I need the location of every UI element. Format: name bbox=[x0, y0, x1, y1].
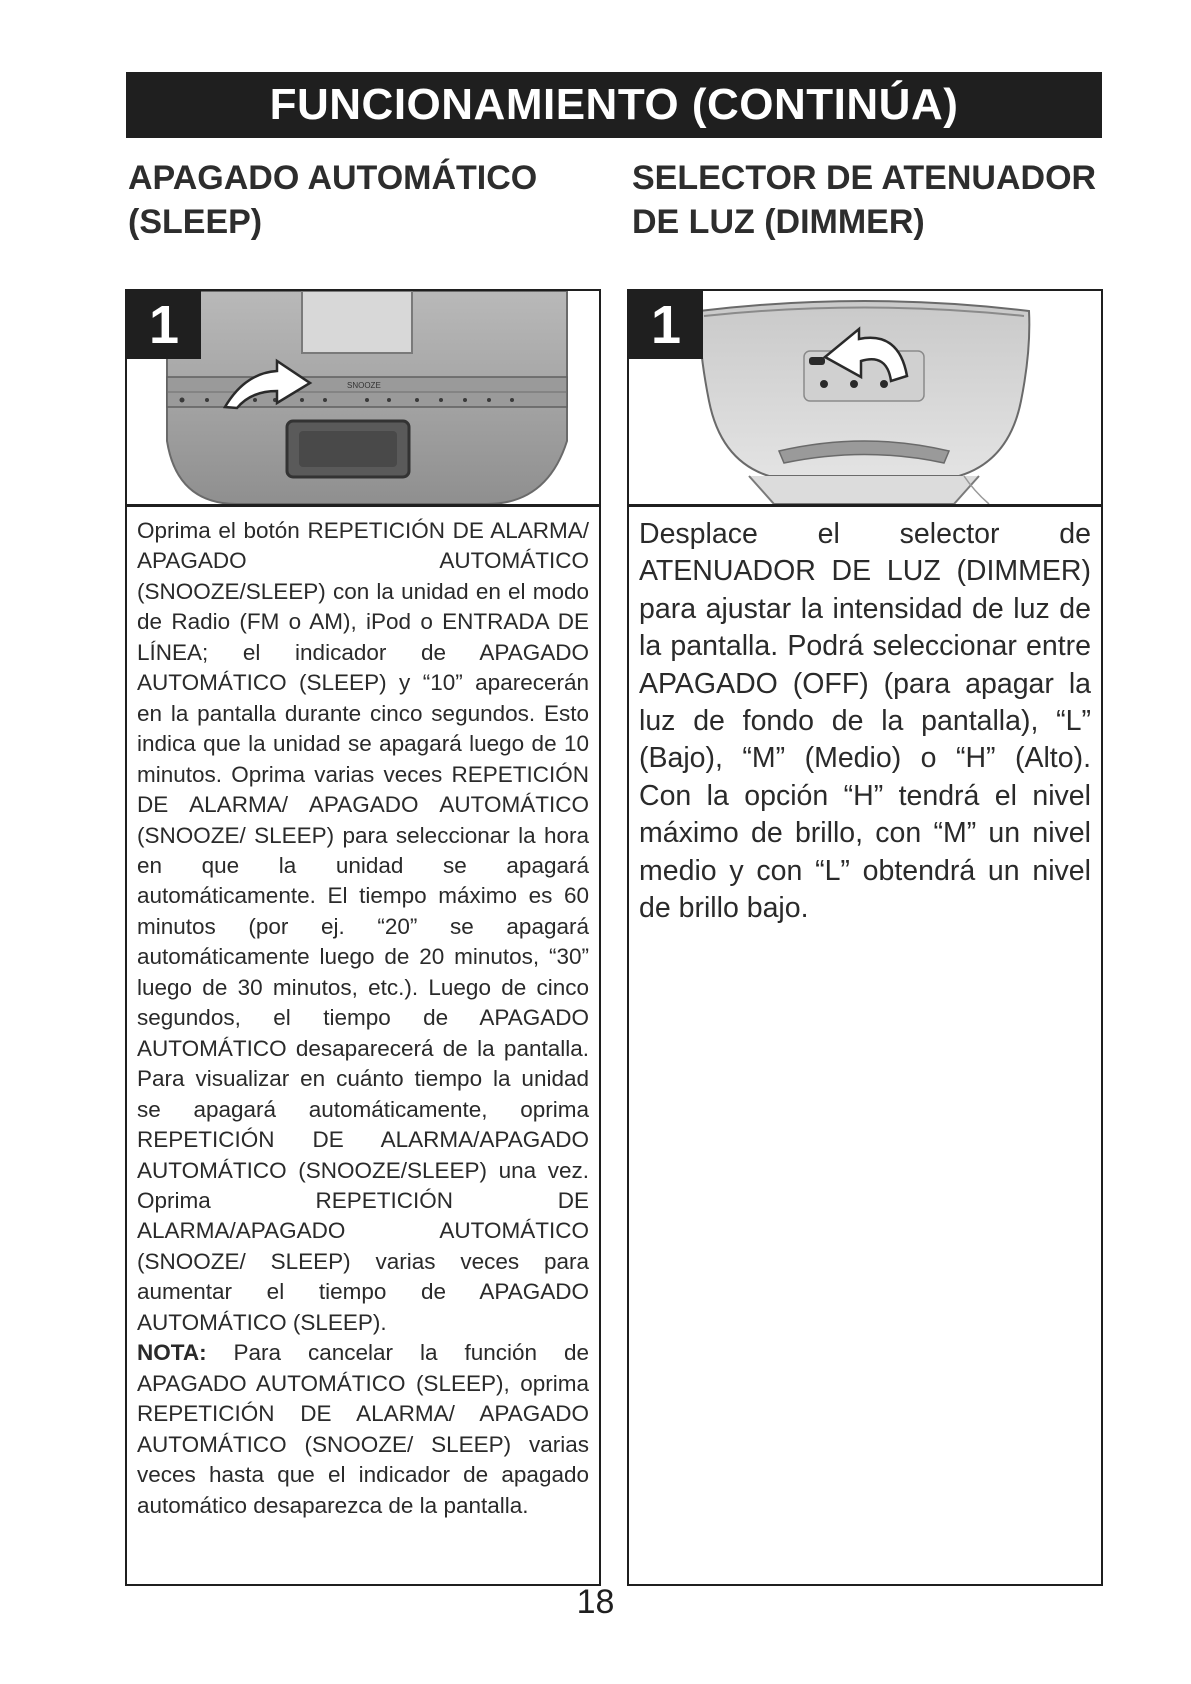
dimmer-instruction-panel bbox=[627, 289, 1103, 1586]
sleep-instructions-text bbox=[137, 516, 589, 1521]
page-number: 18 bbox=[576, 1583, 615, 1621]
step-number-badge: 1 bbox=[127, 291, 201, 359]
page-title: FUNCIONAMIENTO (CONTINÚA) bbox=[126, 72, 1102, 138]
step-number-badge: 1 bbox=[629, 291, 703, 359]
dimmer-section-heading: SELECTOR DE ATENUADOR DE LUZ (DIMMER) bbox=[632, 159, 1097, 241]
snooze-button-illustration bbox=[127, 291, 599, 507]
dimmer-instructions-text: Desplace el selector de ATENUADOR DE LUZ (DIMMER) para ajustar la intensidad de luz de la pantalla. Podrá seleccionar entre APAGADO (OFF) (para apagar la luz de fondo de la pantalla), “L” (Bajo), “M” (Medio) o “H” (Alto). Con la opción “H” tendrá el nivel máximo de brillo, con “M” un nivel medio y con “L” obtendrá un nivel de brillo bajo. bbox=[639, 518, 1091, 925]
note-text: Para cancelar la función de APAGADO AUTOMÁTICO (SLEEP), oprima REPETICIÓN DE ALARMA/ APAGADO AUTOMÁTICO (SNOOZE/ SLEEP) varias veces hasta que el indicador de apagado automático desaparezca de la pantalla. bbox=[137, 1340, 589, 1518]
snooze-label: SNOOZE bbox=[347, 381, 381, 390]
note-label: NOTA: bbox=[137, 1340, 207, 1366]
sleep-note bbox=[137, 1338, 589, 1521]
sleep-body-paragraph: Oprima el botón REPETICIÓN DE ALARMA/ APAGADO AUTOMÁTICO (SNOOZE/SLEEP) con la unidad en el modo de Radio (FM o AM), iPod o ENTRADA DE LÍNEA; el indicador de APAGADO AUTOMÁTICO (SLEEP) y “10” aparecerán en la pantalla durante cinco segundos. Esto indica que la unidad se apagará luego de 10 minutos. Oprima varias veces REPETICIÓN DE ALARMA/ APAGADO AUTOMÁTICO (SNOOZE/ SLEEP) para seleccionar la hora en que la unidad se apagará automáticamente. El tiempo máximo es 60 minutos (por ej. “20” se apagará automáticamente luego de 20 minutos, “30” luego de 30 minutos, etc.). Luego de cinco segundos, el tiempo de APAGADO AUTOMÁTICO desaparecerá de la pantalla. Para visualizar en cuánto tiempo la unidad se apagará automáticamente, oprima REPETICIÓN DE ALARMA/APAGADO AUTOMÁTICO (SNOOZE/SLEEP) una vez. Oprima REPETICIÓN DE ALARMA/APAGADO AUTOMÁTICO (SNOOZE/ SLEEP) varias veces para aumentar el tiempo de APAGADO AUTOMÁTICO (SLEEP). bbox=[137, 518, 589, 1335]
sleep-section-heading: APAGADO AUTOMÁTICO (SLEEP) bbox=[128, 159, 538, 241]
dimmer-switch-illustration bbox=[629, 291, 1101, 507]
sleep-instruction-panel bbox=[125, 289, 601, 1586]
